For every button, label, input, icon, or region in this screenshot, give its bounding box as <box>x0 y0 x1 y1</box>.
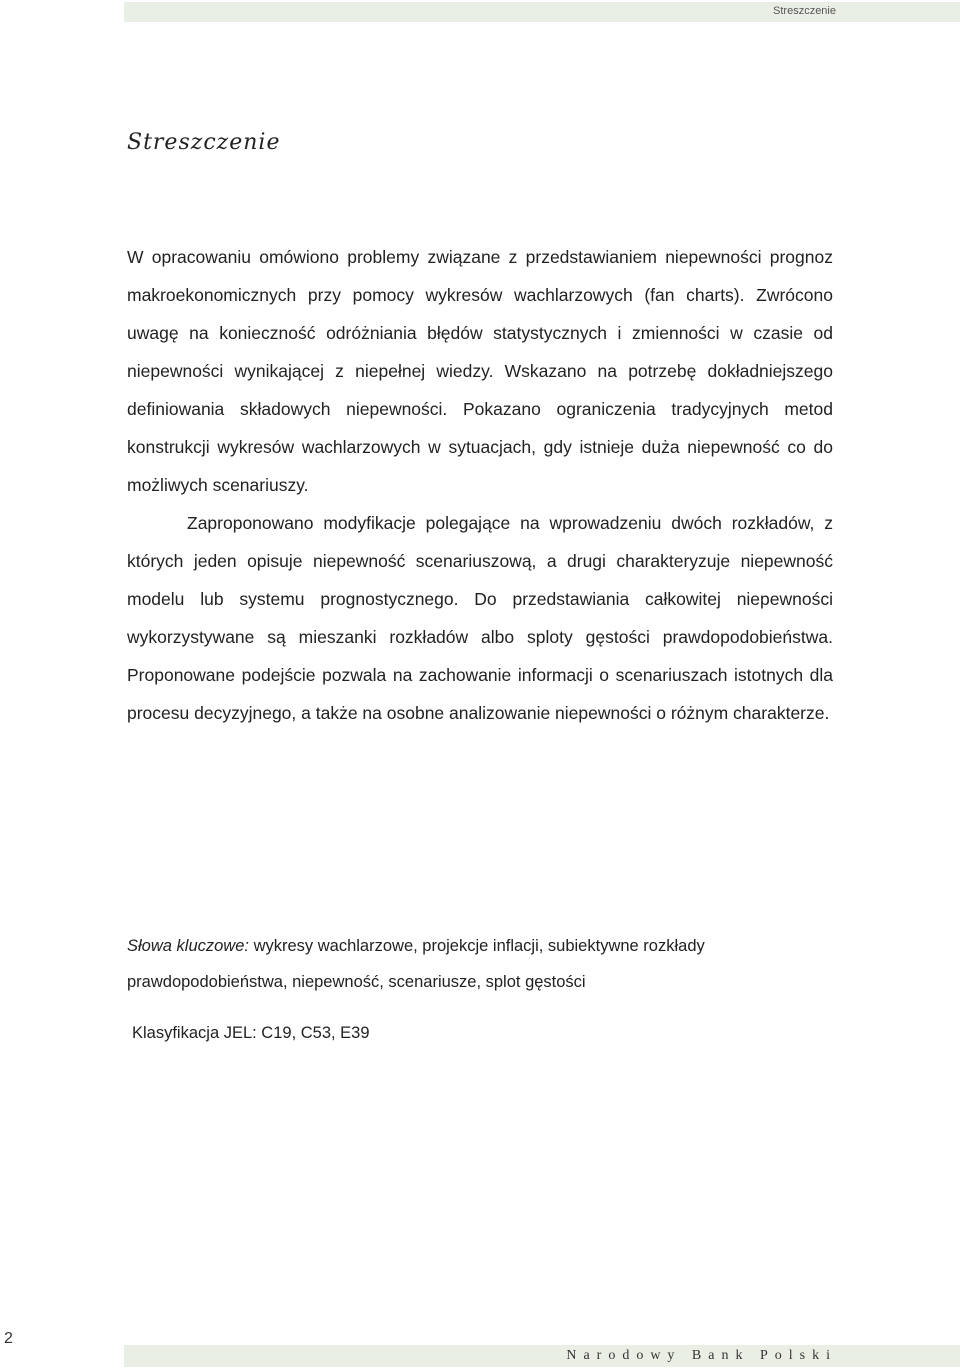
abstract-body <box>127 238 833 732</box>
abstract-paragraph-1: W opracowaniu omówiono problemy związane z przedstawianiem niepewności prognoz makroekonomicznych przy pomocy wykresów wachlarzowych (fan charts). Zwrócono uwagę na konieczność odróżniania błędów statystycznych i zmienności w czasie od niepewności wynikającej z niepełnej wiedzy. Wskazano na potrzebę dokładniejszego definiowania składowych niepewności. Pokazano ograniczenia tradycyjnych metod konstrukcji wykresów wachlarzowych w sytuacjach, gdy istnieje duża niepewność co do możliwych scenariuszy. <box>127 247 833 495</box>
keywords <box>127 928 833 1000</box>
jel-classification: Klasyfikacja JEL: C19, C53, E39 <box>132 1024 370 1042</box>
keywords-text: wykresy wachlarzowe, projekcje inflacji, subiektywne rozkłady prawdopodobieństwa, niepewność, scenariusze, splot gęstości <box>127 937 705 991</box>
page-title: Streszczenie <box>127 130 281 155</box>
abstract-paragraph-2: Zaproponowano modyfikacje polegające na wprowadzeniu dwóch rozkładów, z których jeden opisuje niepewność scenariuszową, a drugi charakteryzuje niepewność modelu lub systemu prognostycznego. Do przedstawiania całkowitej niepewności wykorzystywane są mieszanki rozkładów albo sploty gęstości prawdopodobieństwa. Proponowane podejście pozwala na zachowanie informacji o scenariuszach istotnych dla procesu decyzyjnego, a także na osobne analizowanie niepewności o różnym charakterze. <box>127 513 833 723</box>
keywords-label: Słowa kluczowe: <box>127 937 249 955</box>
running-header-title: Streszczenie <box>773 5 836 17</box>
footer-institution: Narodowy Bank Polski <box>566 1348 837 1363</box>
page-number: 2 <box>4 1330 13 1347</box>
